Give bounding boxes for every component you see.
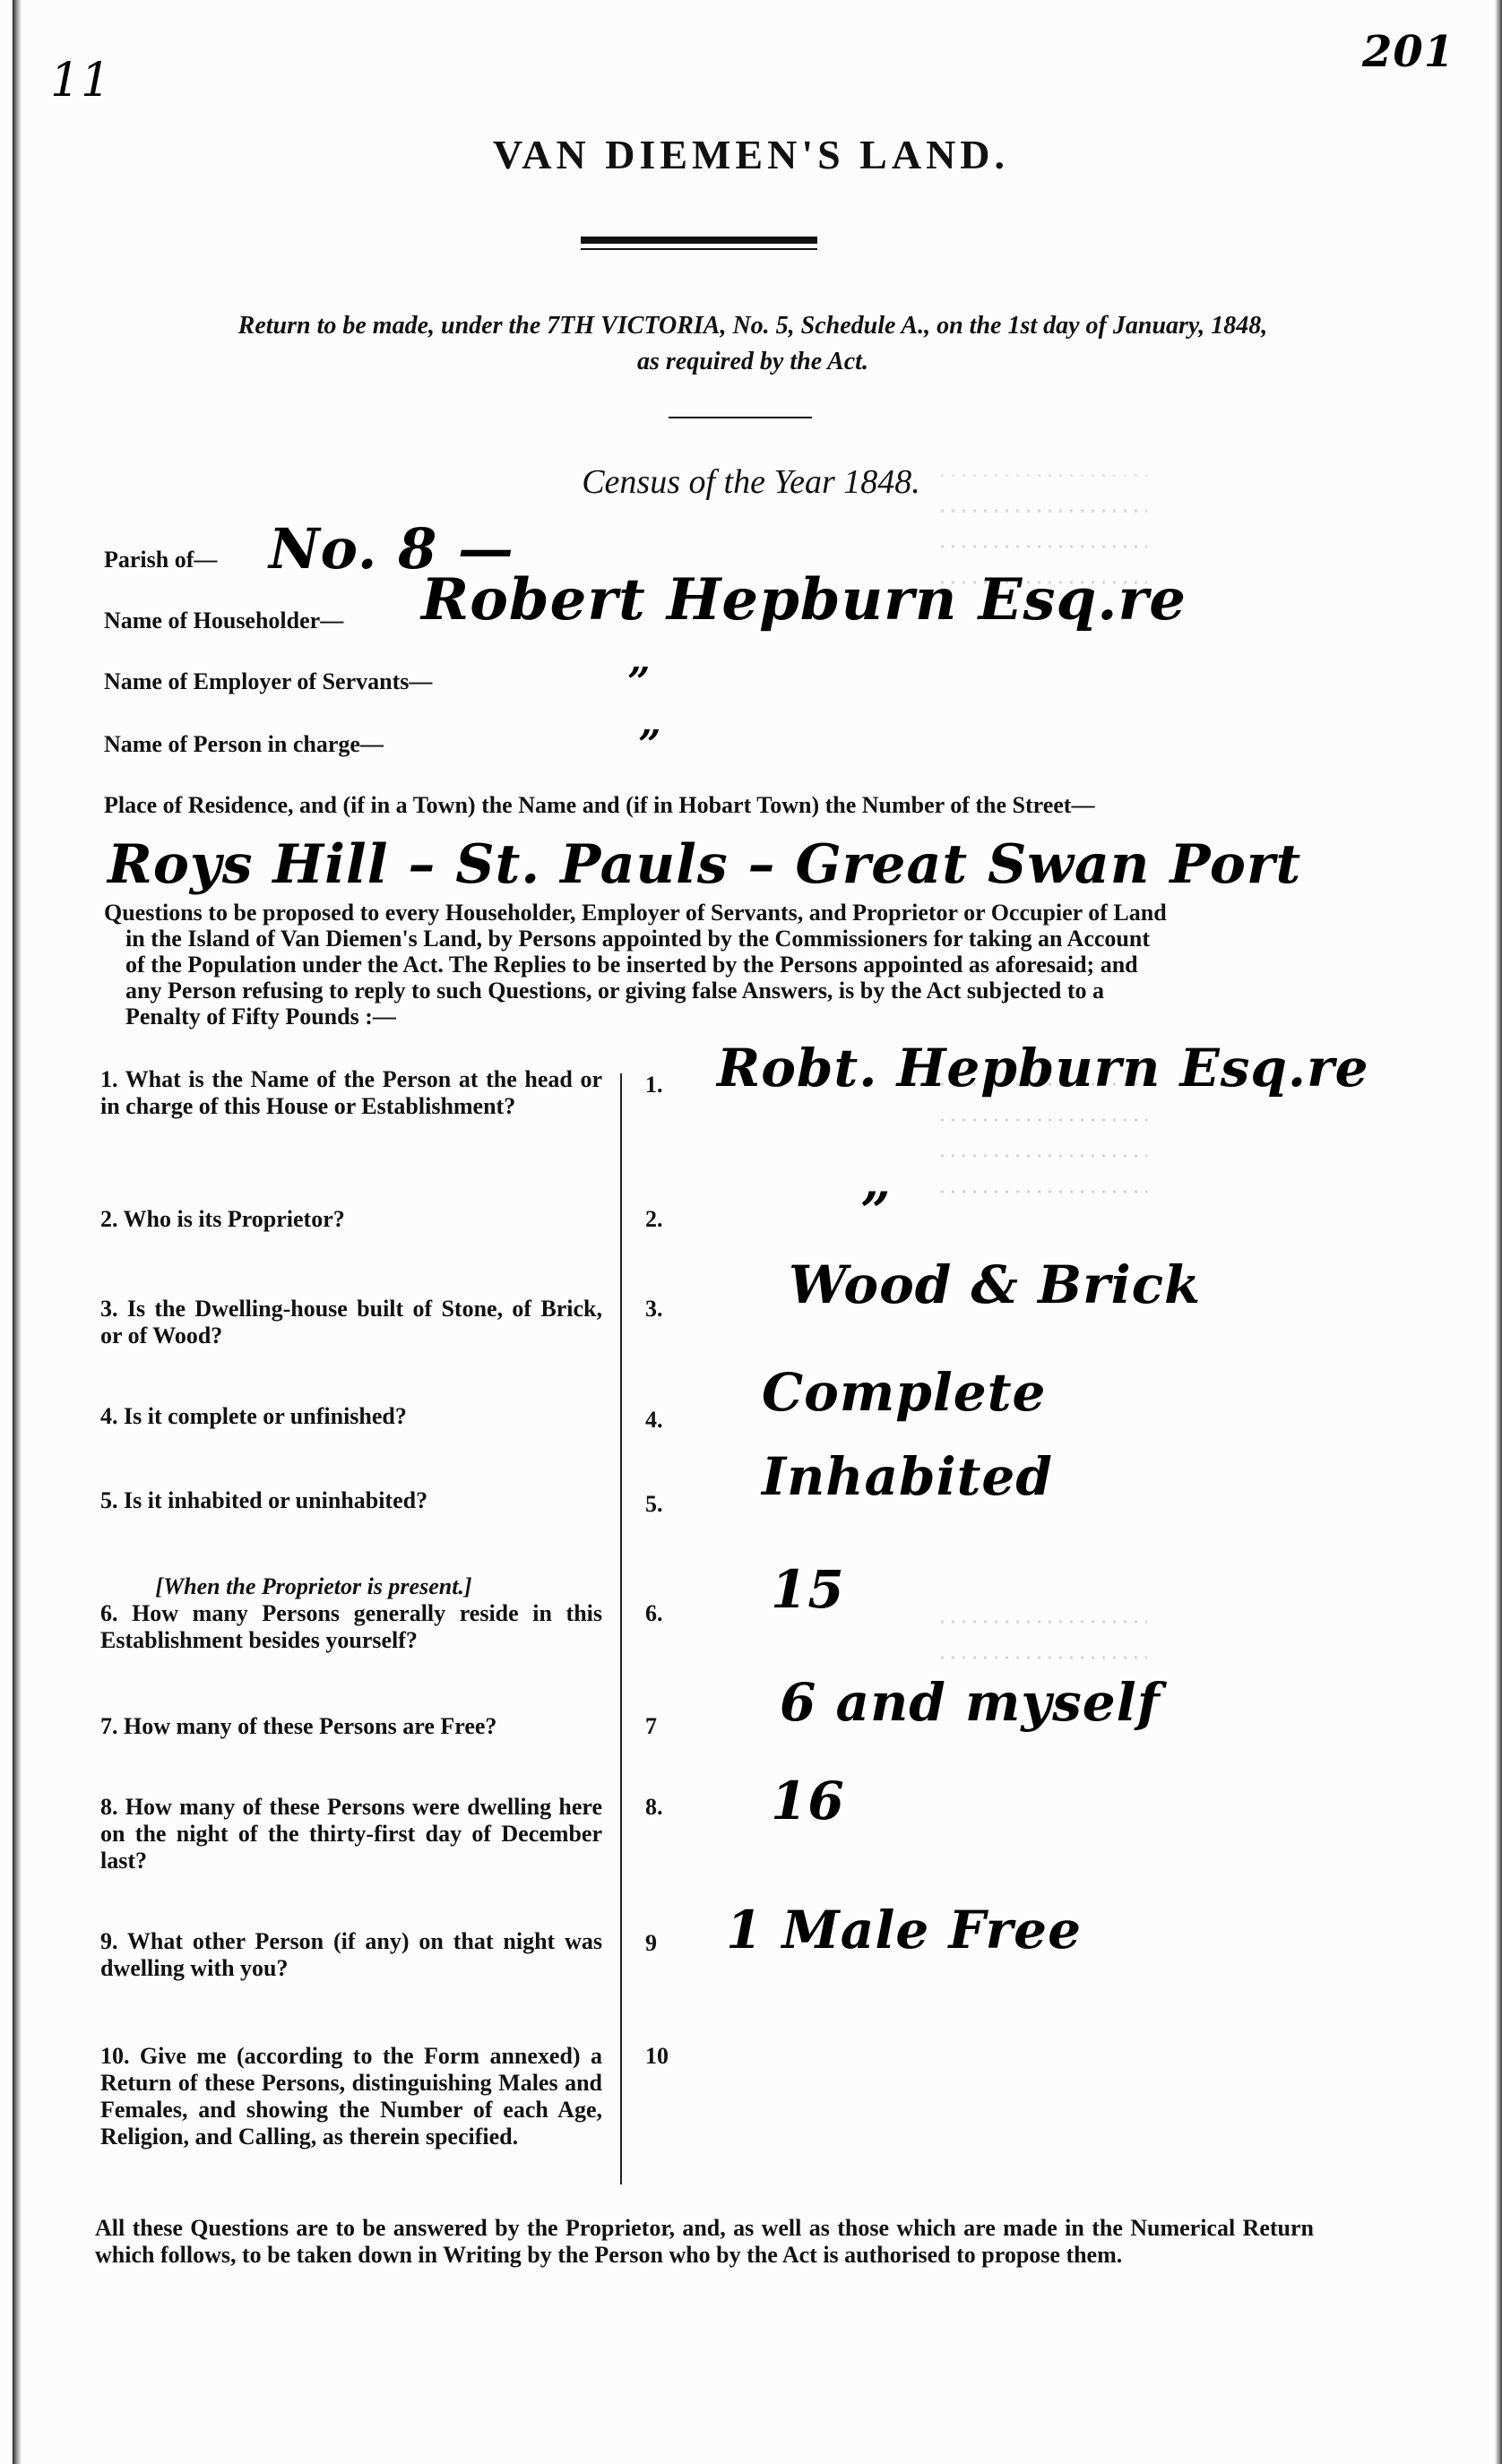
title-rule-thick — [581, 237, 817, 244]
answer-6: 15 — [771, 1559, 845, 1620]
question-6: 6. How many Persons generally reside in this Establishment besides yourself? — [100, 1600, 602, 1653]
intro-line-3: of the Population under the Act. The Replies to be inserted by the Persons appointed as aforesaid; and — [125, 952, 1138, 978]
question-2: 2. Who is its Proprietor? — [100, 1206, 345, 1232]
intro-line-5: Penalty of Fifty Pounds :— — [125, 1004, 396, 1030]
residence-label: Place of Residence, and (if in a Town) the Name and (if in Hobart Town) the Number of the Street— — [104, 792, 1095, 818]
intro-line-1: Questions to be proposed to every Householder, Employer of Servants, and Proprietor or Occupier of Land — [104, 900, 1167, 926]
person-in-charge-label: Name of Person in charge— — [104, 731, 384, 757]
intro-line-4: any Person refusing to reply to such Questions, or giving false Answers, is by the Act subjected to a — [125, 978, 1105, 1004]
section-rule — [669, 417, 812, 418]
answer-4: Complete — [762, 1362, 1047, 1423]
parish-value: No. 8 — — [269, 516, 514, 582]
answer-3: Wood & Brick — [789, 1254, 1202, 1315]
person-in-charge-value: ” — [638, 722, 662, 768]
question-7: 7. How many of these Persons are Free? — [100, 1713, 497, 1739]
parish-label: Parish of— — [104, 547, 218, 573]
question-7-number: 7 — [645, 1713, 657, 1739]
question-6-number: 6. — [645, 1600, 663, 1626]
folio-mark: 11 — [50, 54, 112, 108]
employer-value: ” — [627, 659, 652, 705]
question-8-number: 8. — [645, 1794, 663, 1820]
question-divider — [620, 1073, 622, 2184]
footer-note: All these Questions are to be answered by the Proprietor, and, as well as those which are made in the Numerical Return which follows, to be taken down in Writing by the Person who by the Act is authorised to propose them. — [95, 2215, 1314, 2268]
questions-intro — [104, 900, 1314, 1030]
question-10-number: 10 — [645, 2043, 669, 2069]
return-line-1: Return to be made, under the 7TH VICTORIA, No. 5, Schedule A., on the 1st day of January, 1848, — [237, 312, 1268, 340]
bleed-through-dots — [932, 475, 1201, 1729]
question-10: 10. Give me (according to the Form annexed) a Return of these Persons, distinguishing Males and Females, and showing the Number of each Age, Religion, and Calling, as therein specified. — [100, 2043, 602, 2150]
question-3-number: 3. — [645, 1296, 663, 1322]
question-6-note: [When the Proprietor is present.] — [155, 1573, 472, 1599]
householder-value: Robert Hepburn Esq.re — [421, 566, 1187, 633]
intro-line-2: in the Island of Van Diemen's Land, by Persons appointed by the Commissioners for taking an Account — [125, 926, 1150, 952]
title-rule-thin — [581, 248, 817, 250]
answer-7: 6 and myself — [780, 1672, 1161, 1733]
answer-8: 16 — [771, 1770, 845, 1831]
question-9: 9. What other Person (if any) on that night was dwelling with you? — [100, 1928, 602, 1981]
question-1-number: 1. — [645, 1072, 663, 1098]
question-5: 5. Is it inhabited or uninhabited? — [100, 1487, 428, 1513]
answer-5: Inhabited — [762, 1446, 1053, 1507]
answer-2: ” — [860, 1181, 892, 1242]
page-edge-left — [13, 0, 22, 2464]
return-line-2: as required by the Act. — [637, 348, 868, 375]
bleed-through-marks — [932, 475, 1201, 1739]
householder-label: Name of Householder— — [104, 607, 344, 633]
employer-label: Name of Employer of Servants— — [104, 668, 433, 694]
question-3: 3. Is the Dwelling-house built of Stone, of Brick, or of Wood? — [100, 1296, 602, 1348]
page-edge-right — [1495, 0, 1502, 2464]
census-title: Census of the Year 1848. — [582, 463, 920, 501]
question-8: 8. How many of these Persons were dwelling here on the night of the thirty-first day of December last? — [100, 1794, 602, 1874]
page-title: VAN DIEMEN'S LAND. — [492, 132, 1010, 177]
answer-9: 1 Male Free — [726, 1900, 1082, 1960]
residence-value: Roys Hill – St. Pauls – Great Swan Port — [108, 833, 1302, 896]
question-4-number: 4. — [645, 1407, 663, 1433]
return-instruction — [90, 308, 1416, 380]
question-1: 1. What is the Name of the Person at the head or in charge of this House or Establishment? — [100, 1066, 602, 1119]
question-4: 4. Is it complete or unfinished? — [100, 1403, 407, 1429]
page-number: 201 — [1362, 27, 1455, 77]
question-9-number: 9 — [645, 1930, 657, 1956]
answer-1: Robt. Hepburn Esq.re — [717, 1038, 1369, 1098]
question-2-number: 2. — [645, 1206, 663, 1232]
question-5-number: 5. — [645, 1491, 663, 1517]
